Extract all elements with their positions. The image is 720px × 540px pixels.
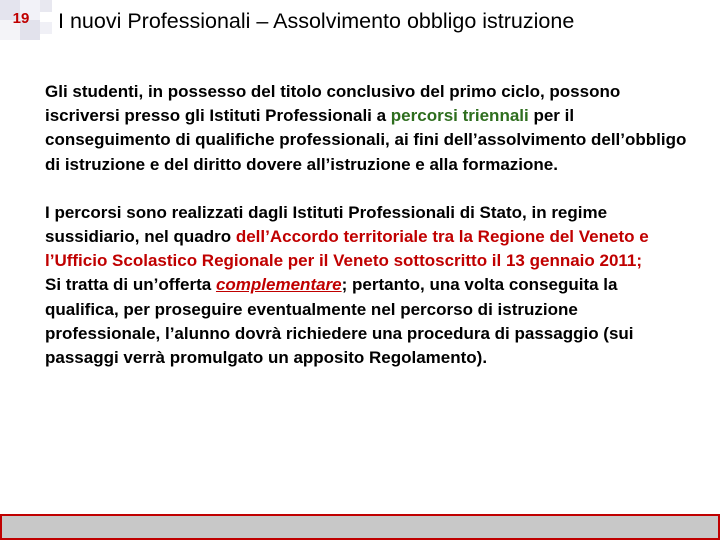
paragraph-text: I percorsi sono realizzati dagli Istituti Professionali di Stato, in regime sussidiario, nel quadro	[45, 202, 608, 247]
paragraph-accordo	[45, 201, 695, 274]
highlight-accordo-territoriale: dell’Accordo territoriale tra la Regione del Veneto e l’Ufficio Scolastico Regionale per il Veneto sottoscritto il 13 gennaio 2011;	[45, 227, 649, 271]
highlight-complementare: complementare	[215, 275, 342, 295]
paragraph-text: Gli studenti, in possesso del titolo conclusivo del primo ciclo, possono iscriversi presso gli Istituti Professionali a	[45, 82, 621, 126]
paragraph-text: per il conseguimento di qualifiche professionali, ai fini dell’assolvimento dell’obbligo di istruzione e del diritto dovere all’istruzione e alla formazione.	[45, 106, 687, 174]
paragraph-text: ; pertanto, una volta conseguita la qualifica, per proseguire eventualmente nel percorso di istruzione professionale, l’alunno dovrà richiedere una procedura di passaggio (sui passaggi verrà promulgato un apposito Regolamento).	[45, 275, 634, 368]
slide-number: 19	[12, 10, 30, 27]
highlight-percorsi-triennali: percorsi triennali	[390, 106, 529, 126]
paragraph-assolvimento	[45, 80, 695, 177]
footer-bar	[0, 514, 720, 540]
paragraph-text: Si tratta di un’offerta	[45, 275, 216, 295]
slide-body	[45, 80, 695, 370]
slide-title: I nuovi Professionali – Assolvimento obbligo istruzione	[58, 9, 575, 33]
paragraph-offerta	[45, 273, 695, 370]
